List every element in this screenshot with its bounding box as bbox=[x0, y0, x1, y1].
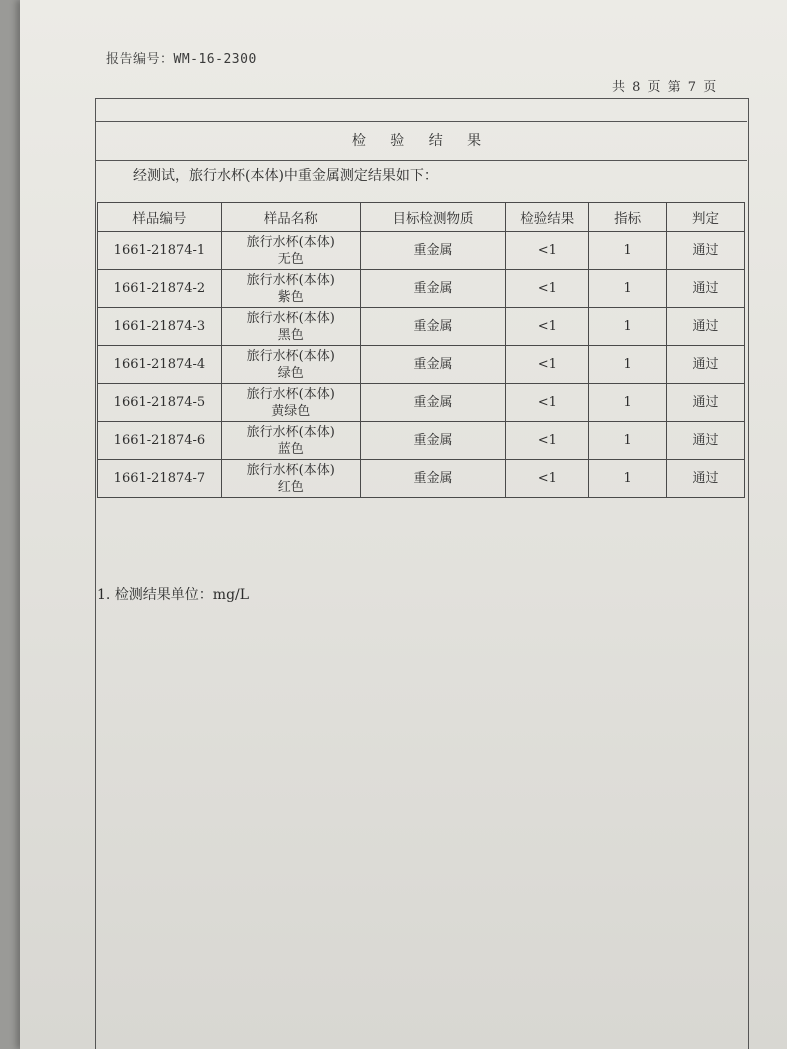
table-row bbox=[98, 384, 745, 422]
sample-name bbox=[221, 384, 360, 422]
table-row bbox=[98, 308, 745, 346]
table-row bbox=[98, 232, 745, 270]
target-substance: 重金属 bbox=[360, 422, 506, 460]
target-substance: 重金属 bbox=[360, 270, 506, 308]
sample-name bbox=[221, 346, 360, 384]
sample-name bbox=[221, 460, 360, 498]
header-sample-name: 样品名称 bbox=[221, 203, 360, 232]
limit-value: 1 bbox=[589, 422, 667, 460]
sample-id: 1661-21874-4 bbox=[98, 346, 222, 384]
sample-name-line2: 黄绿色 bbox=[271, 403, 311, 419]
sample-name-line1: 旅行水杯(本体) bbox=[246, 462, 335, 478]
limit-value: 1 bbox=[589, 460, 667, 498]
sample-name-line2: 绿色 bbox=[277, 365, 304, 381]
intro-text: 经测试，旅行水杯(本体)中重金属测定结果如下： bbox=[133, 168, 438, 184]
sample-name bbox=[221, 270, 360, 308]
sample-id: 1661-21874-6 bbox=[98, 422, 222, 460]
verdict: 通过 bbox=[667, 460, 745, 498]
limit-value: 1 bbox=[589, 232, 667, 270]
target-substance: 重金属 bbox=[360, 384, 506, 422]
sample-name-line2: 无色 bbox=[277, 251, 304, 267]
section-title: 检 验 结 果 bbox=[96, 121, 747, 161]
table-header-row bbox=[98, 203, 745, 232]
verdict: 通过 bbox=[667, 308, 745, 346]
report-number: 报告编号：WM-16-2300 bbox=[106, 52, 257, 67]
verdict: 通过 bbox=[667, 384, 745, 422]
unit-note: 1. 检测结果单位：mg/L bbox=[97, 587, 250, 603]
sample-id: 1661-21874-5 bbox=[98, 384, 222, 422]
sample-name-line1: 旅行水杯(本体) bbox=[246, 272, 335, 288]
limit-value: 1 bbox=[589, 384, 667, 422]
table-row bbox=[98, 460, 745, 498]
sample-name bbox=[221, 308, 360, 346]
target-substance: 重金属 bbox=[360, 460, 506, 498]
verdict: 通过 bbox=[667, 422, 745, 460]
header-verdict: 判定 bbox=[667, 203, 745, 232]
verdict: 通过 bbox=[667, 270, 745, 308]
header-result: 检验结果 bbox=[506, 203, 589, 232]
sample-name-line1: 旅行水杯(本体) bbox=[246, 424, 335, 440]
target-substance: 重金属 bbox=[360, 232, 506, 270]
test-result: <1 bbox=[506, 308, 589, 346]
sample-id: 1661-21874-1 bbox=[98, 232, 222, 270]
sample-id: 1661-21874-7 bbox=[98, 460, 222, 498]
limit-value: 1 bbox=[589, 346, 667, 384]
table-row bbox=[98, 346, 745, 384]
test-result: <1 bbox=[506, 460, 589, 498]
sample-id: 1661-21874-3 bbox=[98, 308, 222, 346]
results-table bbox=[97, 202, 745, 498]
test-result: <1 bbox=[506, 422, 589, 460]
header-target-substance: 目标检测物质 bbox=[360, 203, 506, 232]
sample-name-line1: 旅行水杯(本体) bbox=[246, 348, 335, 364]
test-result: <1 bbox=[506, 270, 589, 308]
test-result: <1 bbox=[506, 346, 589, 384]
sample-name bbox=[221, 232, 360, 270]
table-row bbox=[98, 270, 745, 308]
table-row bbox=[98, 422, 745, 460]
sample-name-line2: 黑色 bbox=[277, 327, 304, 343]
target-substance: 重金属 bbox=[360, 346, 506, 384]
verdict: 通过 bbox=[667, 346, 745, 384]
verdict: 通过 bbox=[667, 232, 745, 270]
limit-value: 1 bbox=[589, 270, 667, 308]
sample-name-line2: 红色 bbox=[277, 479, 304, 495]
sample-name-line2: 紫色 bbox=[277, 289, 304, 305]
test-result: <1 bbox=[506, 232, 589, 270]
sample-name bbox=[221, 422, 360, 460]
sample-name-line2: 蓝色 bbox=[277, 441, 304, 457]
page-number: 共 8 页 第 7 页 bbox=[612, 80, 717, 95]
target-substance: 重金属 bbox=[360, 308, 506, 346]
sample-name-line1: 旅行水杯(本体) bbox=[246, 310, 335, 326]
sample-id: 1661-21874-2 bbox=[98, 270, 222, 308]
sample-name-line1: 旅行水杯(本体) bbox=[246, 234, 335, 250]
limit-value: 1 bbox=[589, 308, 667, 346]
test-result: <1 bbox=[506, 384, 589, 422]
header-limit: 指标 bbox=[589, 203, 667, 232]
sample-name-line1: 旅行水杯(本体) bbox=[246, 386, 335, 402]
header-sample-id: 样品编号 bbox=[98, 203, 222, 232]
